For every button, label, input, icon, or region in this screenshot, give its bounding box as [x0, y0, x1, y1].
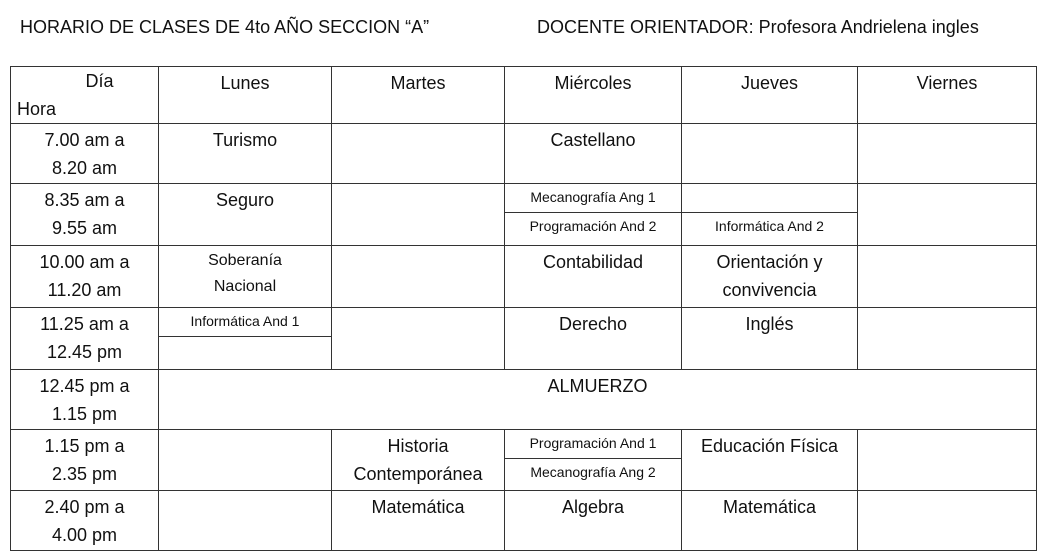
class-cell: Seguro [159, 184, 332, 246]
class-cell [682, 124, 858, 184]
class-cell: Historia Contemporánea [332, 430, 505, 491]
day-header-miercoles: Miércoles [505, 67, 682, 124]
table-row [11, 184, 1037, 246]
class-cell [159, 430, 332, 491]
class-cell-bottom: Informática And 2 [715, 218, 824, 234]
corner-day-label: Día [85, 71, 114, 91]
class-cell: Matemática [682, 491, 858, 551]
class-cell-top: Mecanografía Ang 1 [505, 184, 681, 213]
class-cell [159, 491, 332, 551]
class-cell: Educación Física [682, 430, 858, 491]
day-header-jueves: Jueves [682, 67, 858, 124]
table-row [11, 124, 1037, 184]
header-row [11, 67, 1037, 124]
class-cell [332, 308, 505, 370]
lunch-cell: ALMUERZO [159, 370, 1037, 430]
time-cell: 12.45 pm a 1.15 pm [11, 370, 159, 430]
class-cell [858, 184, 1037, 246]
day-header-viernes: Viernes [858, 67, 1037, 124]
class-cell: Orientación y convivencia [682, 246, 858, 308]
class-cell-top [682, 184, 857, 213]
day-header-lunes: Lunes [159, 67, 332, 124]
class-cell-top: Programación And 1 [505, 430, 681, 459]
class-cell: Contabilidad [505, 246, 682, 308]
split-class-cell [159, 308, 332, 370]
class-cell-bottom: Programación And 2 [529, 218, 657, 234]
split-class-cell [682, 184, 858, 246]
teacher-label: DOCENTE ORIENTADOR: Profesora Andrielena ingles [537, 17, 979, 37]
class-cell: Algebra [505, 491, 682, 551]
class-cell-bottom: Mecanografía Ang 2 [530, 464, 656, 480]
class-cell: Matemática [332, 491, 505, 551]
class-schedule-table [10, 66, 1037, 551]
class-cell [858, 430, 1037, 491]
class-cell [332, 124, 505, 184]
class-cell: Soberanía Nacional [159, 246, 332, 308]
class-cell [858, 246, 1037, 308]
class-cell: Castellano [505, 124, 682, 184]
table-row [11, 308, 1037, 370]
schedule-title: HORARIO DE CLASES DE 4to AÑO SECCION “A” [20, 17, 430, 37]
table-row [11, 246, 1037, 308]
time-cell: 10.00 am a 11.20 am [11, 246, 159, 308]
table-row [11, 430, 1037, 491]
table-row [11, 370, 1037, 430]
time-cell: 8.35 am a 9.55 am [11, 184, 159, 246]
class-cell [332, 246, 505, 308]
class-cell-top: Informática And 1 [159, 308, 331, 337]
split-class-cell [505, 184, 682, 246]
class-cell-bottom [159, 337, 331, 365]
corner-cell [11, 67, 159, 124]
time-cell: 2.40 pm a 4.00 pm [11, 491, 159, 551]
time-cell: 1.15 pm a 2.35 pm [11, 430, 159, 491]
time-cell: 7.00 am a 8.20 am [11, 124, 159, 184]
class-cell: Derecho [505, 308, 682, 370]
split-class-cell [505, 430, 682, 491]
class-cell [332, 184, 505, 246]
class-cell [858, 491, 1037, 551]
corner-hour-label: Hora [17, 99, 57, 119]
day-header-martes: Martes [332, 67, 505, 124]
time-cell: 11.25 am a 12.45 pm [11, 308, 159, 370]
class-cell [858, 124, 1037, 184]
class-cell [858, 308, 1037, 370]
table-row [11, 491, 1037, 551]
class-cell: Turismo [159, 124, 332, 184]
class-cell: Inglés [682, 308, 858, 370]
